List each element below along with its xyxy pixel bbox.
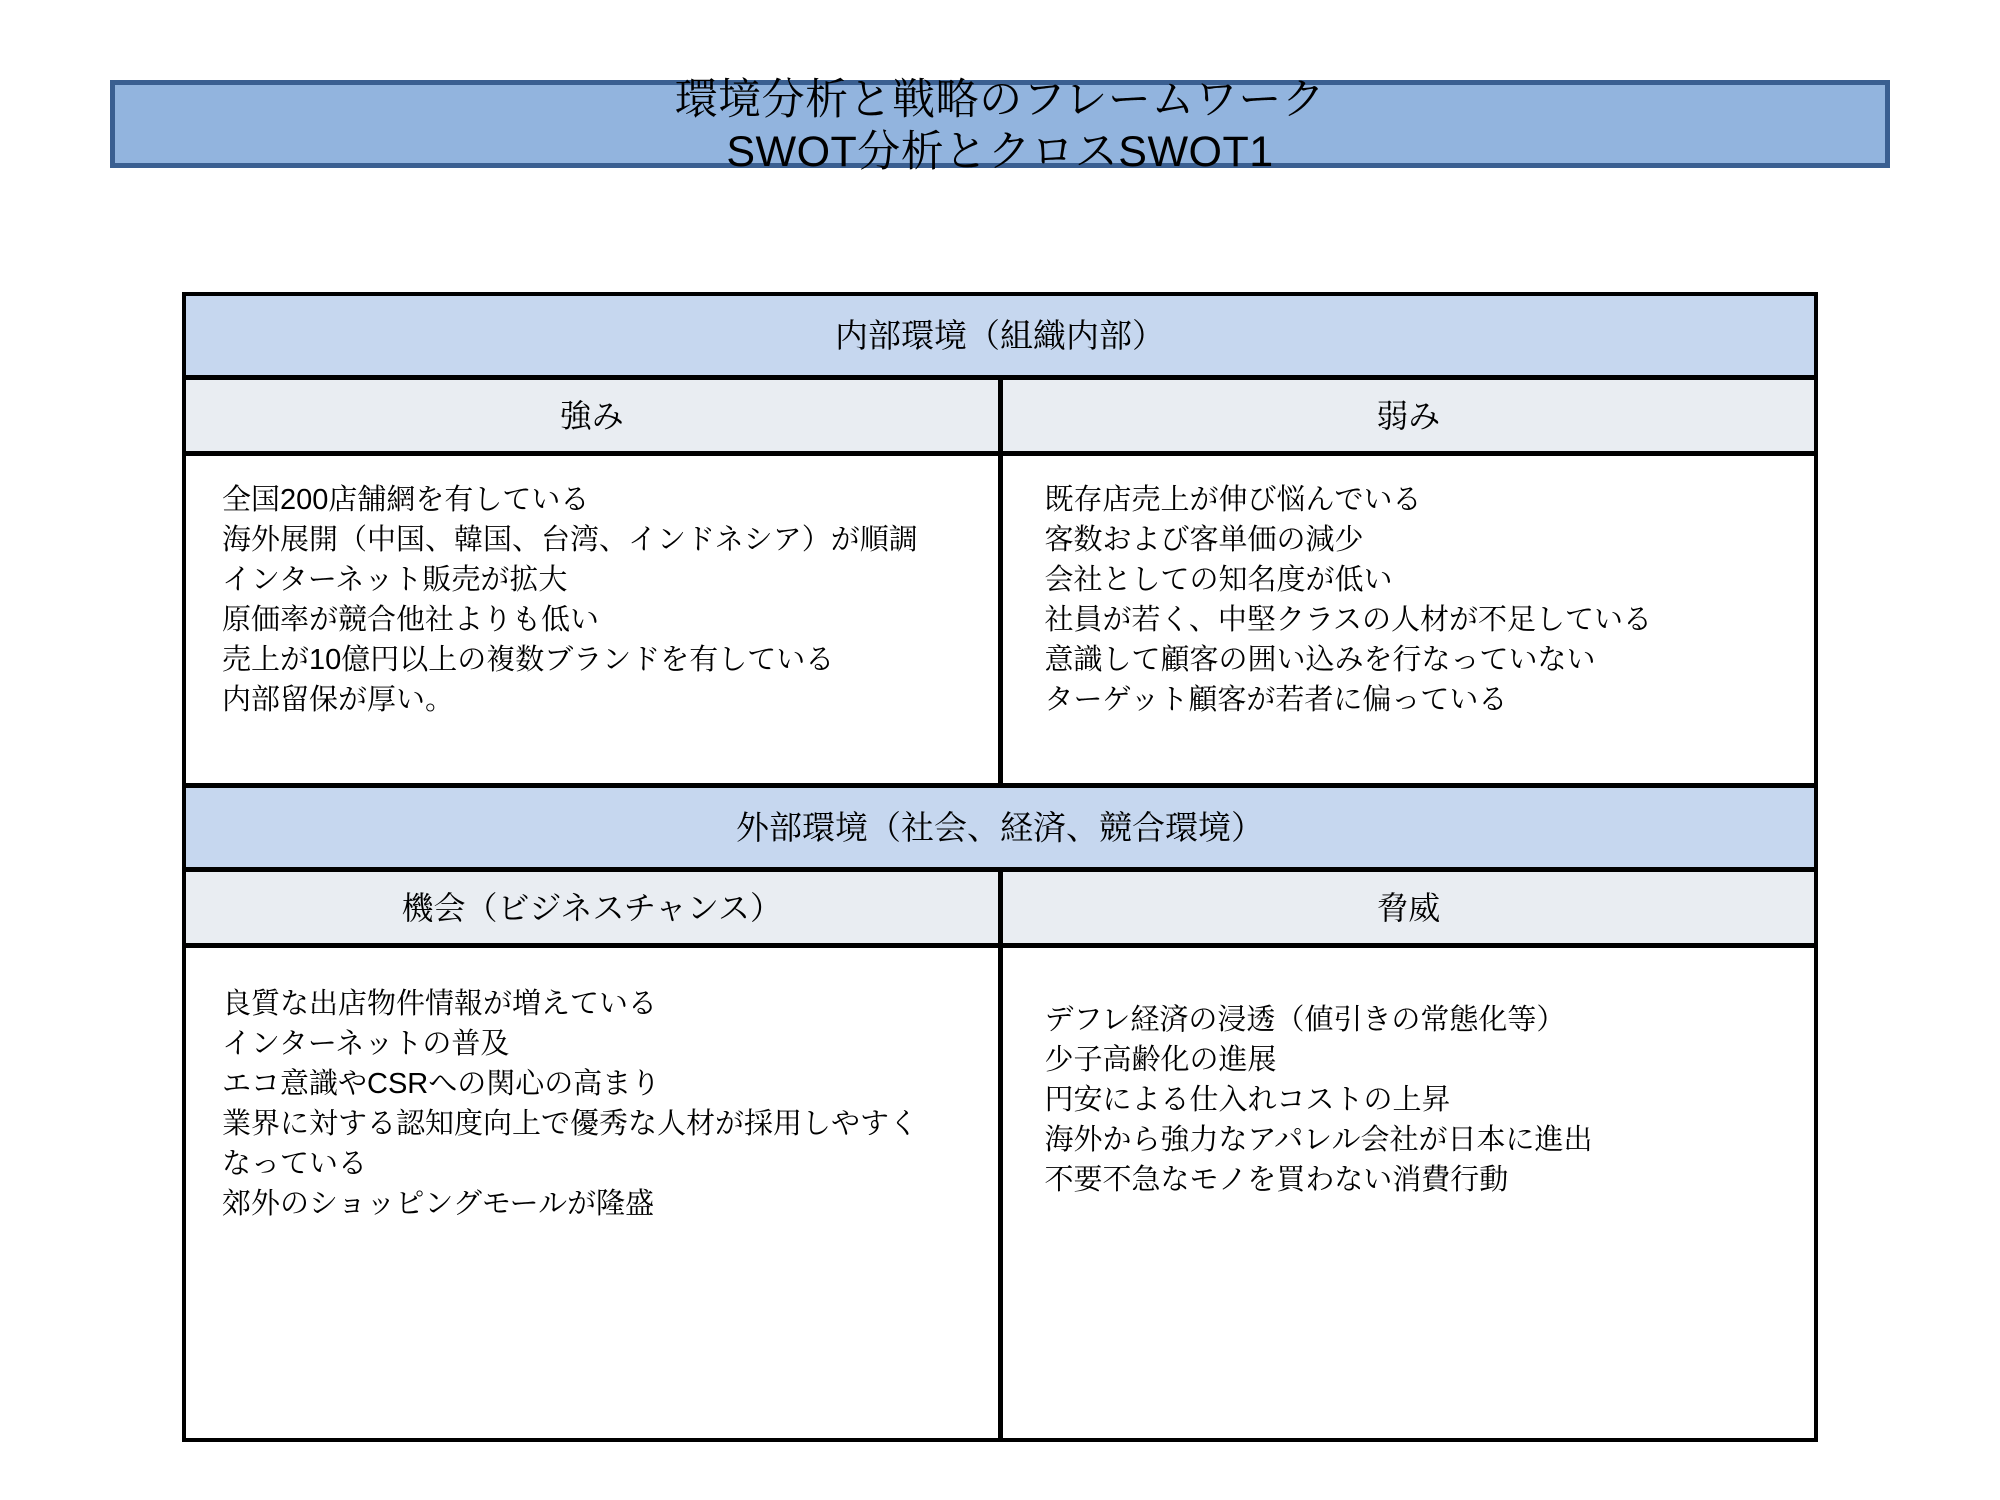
list-item: ターゲット顧客が若者に偏っている: [1044, 684, 1508, 716]
opportunities-header-label: 機会（ビジネスチャンス）: [401, 889, 782, 926]
opportunities-list: [186, 948, 998, 1224]
list-item: 郊外のショッピングモールが隆盛: [222, 1188, 655, 1220]
list-item: 意識して顧客の囲い込みを行なっていない: [1044, 644, 1596, 676]
list-item: 売上が10億円以上の複数ブランドを有している: [222, 644, 835, 676]
weaknesses-header-cell: [1003, 380, 1815, 451]
threats-cell: [1003, 948, 1815, 1438]
external-environment-block: [186, 788, 1814, 1438]
internal-environment-header: [186, 296, 1814, 380]
list-item: 円安による仕入れコストの上昇: [1044, 1084, 1451, 1116]
external-environment-label: 外部環境（社会、経済、競合環境）: [736, 808, 1264, 846]
slide-title-line-1: 環境分析と戦略のフレームワーク: [674, 76, 1326, 124]
threats-header-cell: [1003, 872, 1815, 943]
threats-list: [1003, 948, 1815, 1200]
list-item: 海外から強力なアパレル会社が日本に進出: [1044, 1124, 1593, 1156]
weaknesses-list: [1003, 456, 1815, 720]
strengths-list: [186, 456, 998, 720]
external-environment-header: [186, 788, 1814, 872]
list-item: 既存店売上が伸び悩んでいる: [1044, 484, 1422, 516]
list-item: 少子高齢化の進展: [1044, 1044, 1277, 1076]
strengths-cell: [186, 456, 1003, 783]
swot-matrix: [182, 292, 1818, 1442]
strengths-header-label: 強み: [559, 397, 624, 434]
list-item: 海外展開（中国、韓国、台湾、インドネシア）が順調: [222, 524, 918, 556]
external-quadrant-header-row: [186, 872, 1814, 948]
slide-title-banner: [110, 76, 1890, 176]
list-item: 全国200店舗網を有している: [222, 484, 590, 516]
list-item: 原価率が競合他社よりも低い: [222, 604, 600, 636]
external-quadrant-body-row: [186, 948, 1814, 1438]
list-item: 会社としての知名度が低い: [1044, 564, 1393, 596]
list-item: 内部留保が厚い。: [222, 684, 455, 716]
internal-quadrant-body-row: [186, 456, 1814, 783]
list-item: 客数および客単価の減少: [1044, 524, 1364, 556]
weaknesses-header-label: 弱み: [1376, 397, 1441, 434]
opportunities-cell: [186, 948, 1003, 1438]
list-item: 不要不急なモノを買わない消費行動: [1044, 1164, 1509, 1196]
opportunities-header-cell: [186, 872, 1003, 943]
strengths-header-cell: [186, 380, 1003, 451]
list-item: なっている: [222, 1148, 368, 1180]
threats-header-label: 脅威: [1376, 889, 1441, 926]
slide-title-line-2: SWOT分析とクロスSWOT1: [726, 128, 1274, 176]
list-item: インターネット販売が拡大: [222, 564, 568, 596]
internal-environment-label: 内部環境（組織内部）: [835, 316, 1165, 354]
list-item: 社員が若く、中堅クラスの人材が不足している: [1044, 604, 1653, 636]
list-item: 良質な出店物件情報が増えている: [222, 988, 658, 1020]
list-item: デフレ経済の浸透（値引きの常態化等）: [1044, 1004, 1566, 1036]
weaknesses-cell: [1003, 456, 1815, 783]
list-item: 業界に対する認知度向上で優秀な人材が採用しやすく: [222, 1108, 919, 1140]
list-item: エコ意識やCSRへの関心の高まり: [222, 1068, 661, 1100]
internal-environment-block: [186, 296, 1814, 788]
internal-quadrant-header-row: [186, 380, 1814, 456]
list-item: インターネットの普及: [222, 1028, 510, 1060]
